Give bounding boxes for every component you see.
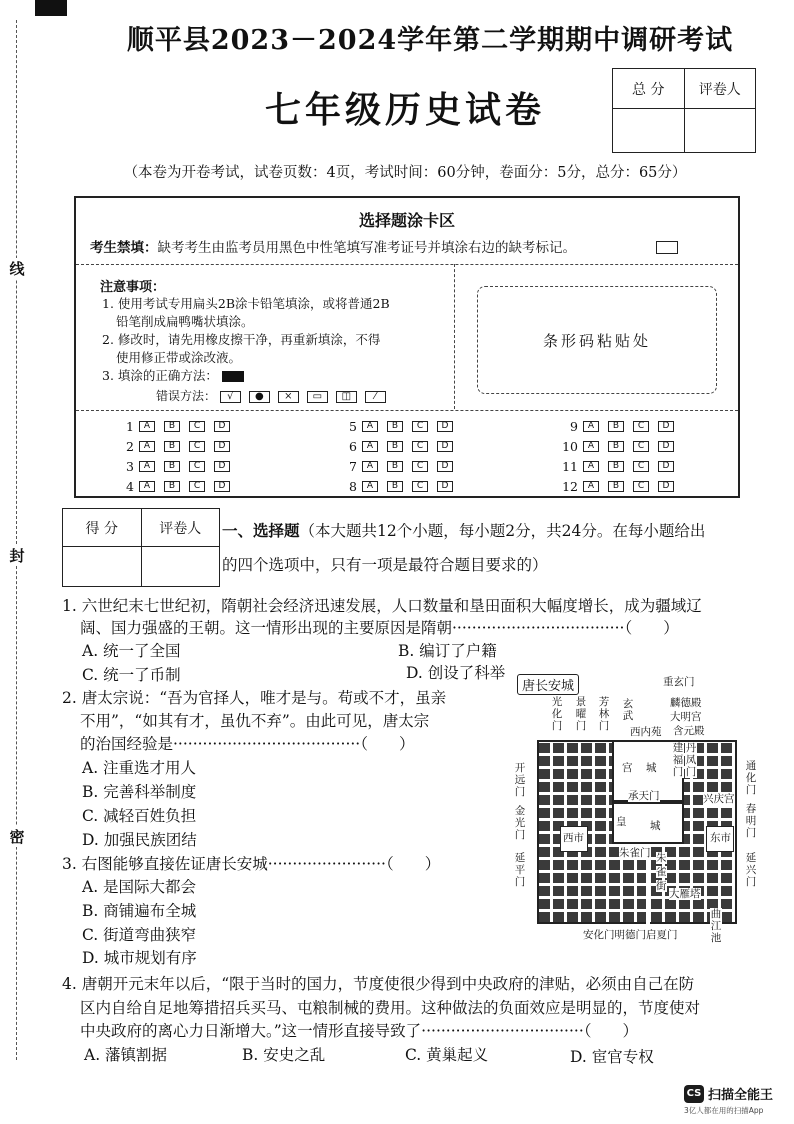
label-west-market: 西市 (563, 832, 584, 844)
barcode-label: 条形码粘贴处 (542, 331, 651, 350)
option-bubble[interactable]: C (633, 481, 649, 492)
section-score-label: 得 分 (63, 509, 142, 547)
label-imperial-huang: 皇 (616, 816, 627, 828)
section-grader-cell[interactable] (141, 547, 220, 587)
answer-number: 7 (349, 459, 357, 474)
answer-row (116, 459, 239, 474)
total-score-box (612, 68, 756, 153)
option-bubble[interactable]: D (437, 441, 453, 452)
correct-fill-sample (222, 371, 244, 382)
note-line: 使用修正带或涂改液。 (116, 350, 242, 365)
answer-row (560, 419, 683, 434)
label-chengtian-gate: 承天门 (628, 790, 660, 802)
section-heading-line (222, 514, 762, 548)
note-correct-method (102, 367, 447, 385)
section-heading (222, 514, 762, 582)
option-bubble[interactable]: D (437, 421, 453, 432)
q4-option-d: D. 宦官专权 (570, 1048, 654, 1066)
label-street-que: 雀 (656, 866, 667, 878)
option-bubble[interactable]: D (437, 461, 453, 472)
label-big-wild-goose-pagoda: 大雁塔 (669, 888, 701, 900)
binding-char-line: 线 (6, 258, 28, 279)
option-bubble[interactable]: D (437, 481, 453, 492)
section-score-box (62, 508, 220, 587)
q1-option-d: D. 创设了科举 (406, 664, 506, 682)
answer-number: 8 (349, 479, 357, 494)
total-score-label: 总 分 (613, 69, 685, 109)
note-line: 铅笔削成扁鸭嘴状填涂。 (116, 314, 254, 329)
card-forbid (90, 236, 576, 256)
answer-number: 10 (562, 439, 578, 454)
q4-option-a: A. 藩镇割据 (84, 1046, 168, 1064)
answer-row (339, 479, 462, 494)
wrong-mark: ▭ (307, 391, 328, 403)
question-2-stem: 的治国经验是······································（ ） (80, 735, 415, 753)
option-bubble[interactable]: A (362, 421, 378, 432)
question-4-stem: 区内自给自足地筹措招兵买马、屯粮制械的费用。这种做法的负面效应是明显的，节度使对 (80, 999, 701, 1017)
question-1-stem: 1. 六世纪末七世纪初，隋朝社会经济迅速发展，人口数量和垦田面积大幅度增长，成为疆域辽 (62, 597, 702, 615)
wrong-methods (156, 387, 394, 404)
option-bubble[interactable]: A (583, 481, 599, 492)
label-danfeng-gate: 丹凤门 (685, 742, 697, 778)
section-title: 一、选择题 (222, 521, 300, 540)
wrong-mark: √ (220, 391, 241, 403)
label-chongxuan-gate: 重玄门 (663, 676, 695, 688)
binding-char-secret: 密 (6, 826, 28, 847)
option-bubble[interactable]: B (164, 481, 180, 492)
binding-char-seal: 封 (6, 545, 28, 566)
q1-option-a: A. 统一了全国 (82, 642, 181, 660)
answer-row (116, 439, 239, 454)
option-bubble[interactable]: B (387, 421, 403, 432)
option-bubble[interactable]: A (139, 481, 155, 492)
q3-option-b: B. 商铺遍布全城 (82, 902, 197, 920)
question-2-stem: 2. 唐太宗说：“吾为官择人，唯才是与。苟或不才，虽亲 (62, 689, 447, 707)
q1-option-b: B. 编订了户籍 (398, 642, 497, 660)
answer-number: 2 (126, 439, 134, 454)
label-linde-hall: 麟德殿 (670, 697, 702, 709)
option-bubble[interactable]: B (164, 461, 180, 472)
card-divider (76, 410, 738, 411)
option-bubble[interactable]: B (387, 461, 403, 472)
label-daming-palace: 大明宫 (670, 711, 702, 723)
q1-option-c: C. 统一了币制 (82, 666, 181, 684)
answer-row (339, 459, 462, 474)
label-palace-cheng: 城 (646, 762, 657, 774)
answer-number: 3 (126, 459, 134, 474)
camscanner-name: 扫描全能王 (708, 1088, 774, 1103)
card-divider-vertical (454, 264, 455, 409)
answer-row (339, 419, 462, 434)
option-bubble[interactable]: B (387, 441, 403, 452)
option-bubble[interactable]: B (164, 421, 180, 432)
label-palace-gong: 宫 (622, 762, 633, 774)
label-hanyuan-hall: 含元殿 (673, 725, 705, 737)
label-jianfu-gate: 建福门 (672, 742, 684, 778)
option-bubble[interactable]: A (583, 441, 599, 452)
option-bubble[interactable]: D (658, 481, 674, 492)
map-title: 唐长安城 (517, 674, 579, 695)
label-xingqing-palace: 兴庆宫 (703, 793, 735, 805)
card-divider (76, 264, 738, 265)
exam-meta: （本卷为开卷考试，试卷页数：4页，考试时间：60分钟，卷面分：5分，总分：65分） (123, 165, 687, 181)
option-bubble[interactable]: C (189, 441, 205, 452)
option-bubble[interactable]: A (362, 481, 378, 492)
exam-title: 顺平县2023－2024学年第二学期期中调研考试 (126, 25, 734, 56)
option-bubble[interactable]: A (362, 441, 378, 452)
q3-option-d: D. 城市规划有序 (82, 949, 197, 967)
label-zhuque-gate: 朱雀门 (619, 847, 651, 859)
option-bubble[interactable]: A (139, 421, 155, 432)
card-title: 选择题涂卡区 (358, 211, 455, 230)
label-south-gates: 安化门明德门启夏门 (583, 929, 678, 941)
option-bubble[interactable]: C (412, 421, 428, 432)
section-grader-label: 评卷人 (141, 509, 220, 547)
q3-option-a: A. 是国际大都会 (82, 878, 197, 896)
option-bubble[interactable]: B (608, 421, 624, 432)
forbid-text: 缺考考生由监考员用黑色中性笔填写准考证号并填涂右边的缺考标记。 (157, 240, 576, 256)
label-east-market: 东市 (710, 832, 731, 844)
question-1-stem: 阔、国力强盛的王朝。这一情形出现的主要原因是隋朝···································（ ） (80, 619, 679, 637)
answer-row (560, 439, 683, 454)
answer-number: 11 (562, 459, 578, 474)
note-line: 1. 使用考试专用扁头2B涂卡铅笔填涂，或将普通2B (102, 296, 390, 311)
answer-row (339, 439, 462, 454)
wrong-mark: ● (249, 391, 270, 403)
question-4-stem: 中央政府的离心力日渐增大。”这一情形直接导致了·································（ ） (80, 1022, 639, 1040)
option-bubble[interactable]: C (189, 461, 205, 472)
option-bubble[interactable]: D (214, 441, 230, 452)
total-score-cell[interactable] (613, 109, 685, 153)
q2-option-d: D. 加强民族团结 (82, 831, 197, 849)
q2-option-c: C. 减轻百姓负担 (82, 807, 197, 825)
answer-row (116, 479, 239, 494)
option-bubble[interactable]: C (412, 481, 428, 492)
label-street-zhu: 朱 (656, 852, 667, 864)
option-bubble[interactable]: B (387, 481, 403, 492)
option-bubble[interactable]: D (658, 421, 674, 432)
section-score-cell[interactable] (63, 547, 142, 587)
note-line: 3. 填涂的正确方法： (102, 368, 218, 383)
notes-title: 注意事项： (100, 280, 166, 295)
answer-number: 1 (126, 419, 134, 434)
label-imperial-cheng: 城 (650, 820, 661, 832)
option-bubble[interactable]: A (139, 461, 155, 472)
option-bubble[interactable]: C (189, 421, 205, 432)
label-qujiang-pool: 曲江池 (710, 908, 722, 944)
option-bubble[interactable]: D (214, 461, 230, 472)
camscanner-tagline: 3亿人都在用的扫描App (684, 1106, 764, 1115)
q2-option-a: A. 注重选才用人 (82, 759, 197, 777)
corner-mark (35, 0, 67, 16)
option-bubble[interactable]: D (658, 441, 674, 452)
exam-subtitle: 七年级历史试卷 (264, 89, 545, 131)
answer-number: 5 (349, 419, 357, 434)
binding-line (16, 20, 17, 1060)
forbid-label: 考生禁填： (90, 240, 158, 256)
answer-card (74, 196, 740, 498)
option-bubble[interactable]: C (412, 441, 428, 452)
note-line: 2. 修改时，请先用橡皮擦干净，再重新填涂，不得 (102, 332, 381, 347)
q4-option-c: C. 黄巢起义 (405, 1046, 489, 1064)
answer-number: 6 (349, 439, 357, 454)
gate-chunming: 春明门 (745, 803, 757, 839)
option-bubble[interactable]: A (583, 421, 599, 432)
option-bubble[interactable]: A (139, 441, 155, 452)
option-bubble[interactable]: D (658, 461, 674, 472)
wrong-mark: ◫ (336, 391, 357, 403)
grader-label: 评卷人 (684, 69, 756, 109)
wrong-mark: × (278, 391, 299, 403)
wrong-label: 错误方法： (156, 389, 217, 403)
label-street-jie: 街 (656, 880, 667, 892)
gate-jingyao: 景曜门 (575, 696, 587, 732)
option-bubble[interactable]: B (608, 441, 624, 452)
option-bubble[interactable]: C (412, 461, 428, 472)
section-instructions: （本大题共12个小题，每小题2分，共24分。在每小题给出 (299, 522, 706, 540)
q2-option-b: B. 完善科举制度 (82, 783, 197, 801)
option-bubble[interactable]: C (633, 441, 649, 452)
option-bubble[interactable]: A (583, 461, 599, 472)
label-west-inner-garden: 西内苑 (630, 726, 662, 738)
option-bubble[interactable]: D (214, 421, 230, 432)
q4-option-b: B. 安史之乱 (242, 1046, 326, 1064)
gate-jinguang: 金光门 (514, 805, 526, 841)
grader-cell[interactable] (684, 109, 756, 153)
option-bubble[interactable]: C (189, 481, 205, 492)
answer-row (560, 479, 683, 494)
gate-kaiyuan: 开远门 (514, 762, 526, 798)
option-bubble[interactable]: A (362, 461, 378, 472)
question-3-stem: 3. 右图能够直接佐证唐长安城························（ ） (62, 855, 441, 873)
wrong-mark: ⁄ (365, 391, 386, 403)
option-bubble[interactable]: C (633, 421, 649, 432)
question-2-stem: 不用”，“如其有才，虽仇不弃”。由此可见，唐太宗 (80, 712, 430, 730)
camscanner-logo-icon: CS (684, 1085, 704, 1103)
answer-number: 4 (126, 479, 134, 494)
option-bubble[interactable]: B (164, 441, 180, 452)
gate-fanglin: 芳林门 (598, 696, 610, 732)
option-bubble[interactable]: B (608, 461, 624, 472)
answer-number: 12 (562, 479, 578, 494)
option-bubble[interactable]: D (214, 481, 230, 492)
barcode-area (477, 286, 717, 394)
gate-xuanwu: 玄武 (622, 698, 634, 722)
option-bubble[interactable]: B (608, 481, 624, 492)
answer-number: 9 (570, 419, 578, 434)
gate-guanghua: 光化门 (551, 696, 563, 732)
section-heading-line: 的四个选项中，只有一项是最符合题目要求的） (222, 556, 548, 574)
answer-row (560, 459, 683, 474)
option-bubble[interactable]: C (633, 461, 649, 472)
q3-option-c: C. 街道弯曲狭窄 (82, 926, 197, 944)
gate-yanxing: 延兴门 (745, 852, 757, 888)
question-4-stem: 4. 唐朝开元末年以后，“限于当时的国力，节度使很少得到中央政府的津贴，必须由自己在防 (62, 975, 695, 993)
answer-row (116, 419, 239, 434)
absent-mark-box[interactable] (656, 241, 678, 254)
gate-tonghua: 通化门 (745, 760, 757, 796)
gate-yanping: 延平门 (514, 852, 526, 888)
